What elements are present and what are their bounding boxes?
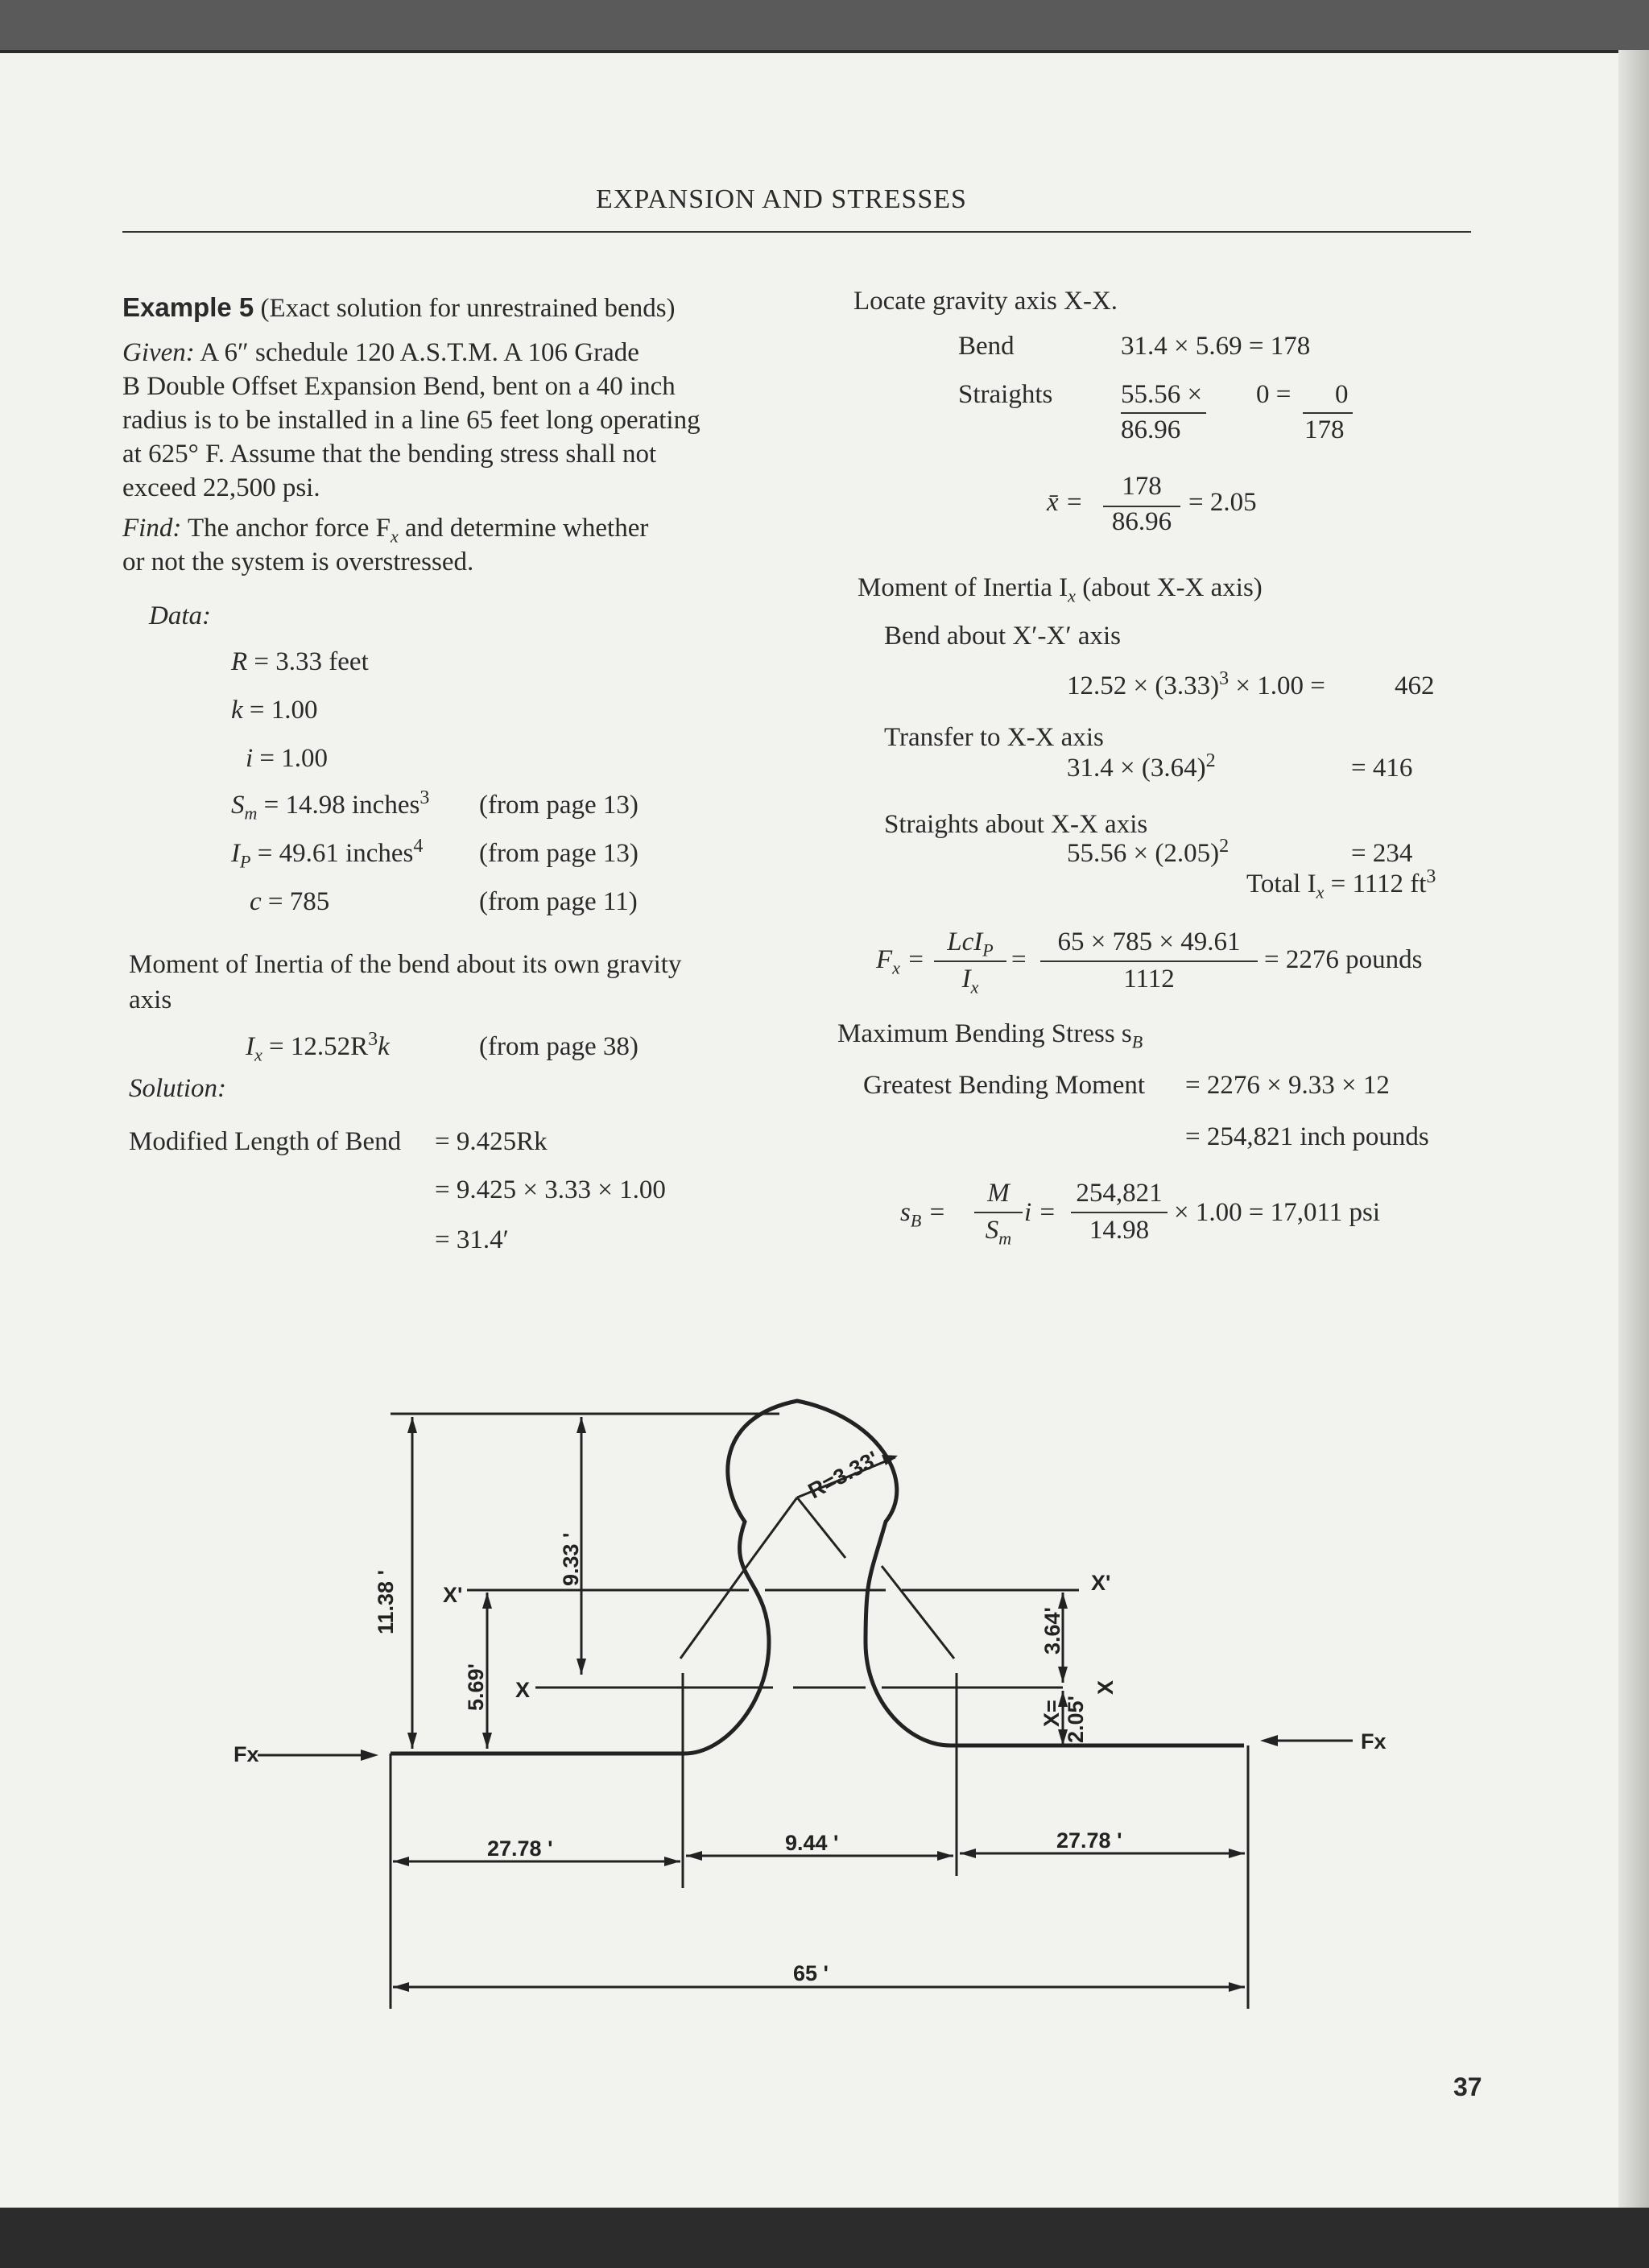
find-line-1: Find: The anchor force $F_x$ and determine whether [122, 514, 649, 547]
dim-5-69-label: 5.69' [464, 1663, 488, 1711]
moi-own-axis-line-2: axis [129, 985, 172, 1014]
sb-i: i = [1024, 1198, 1056, 1227]
arrowhead [482, 1733, 492, 1749]
radius-line-left [753, 1498, 797, 1558]
transfer-value: = 416 [1351, 754, 1413, 783]
fx-right-label: Fx [1361, 1729, 1387, 1754]
max-bending-stress: Maximum Bending Stress $s_B$ [837, 1019, 1143, 1052]
data-label: Data: [149, 601, 211, 630]
arrowhead [1229, 1982, 1245, 1992]
fx-numerator-1: LcI$_P$ [947, 927, 994, 960]
arrowhead [577, 1417, 586, 1433]
ix-ref: (from page 38) [479, 1032, 639, 1061]
dim-9-44-label: 9.44 ' [785, 1831, 839, 1855]
dim-9-33-label: 9.33 ' [559, 1532, 583, 1586]
moi-own-axis-line-1: Moment of Inertia of the bend about its own gravity [129, 950, 682, 979]
data-row-sm: $S_m = 14.98$ inches$^3$ [231, 787, 430, 824]
arrowhead [960, 1849, 976, 1858]
given-line-2: B Double Offset Expansion Bend, bent on a 40 inch [122, 372, 676, 401]
given-line-5: exceed 22,500 psi. [122, 473, 320, 502]
arrowhead [1058, 1593, 1068, 1609]
fx-denominator-2: 1112 [1123, 965, 1175, 994]
arrowhead [407, 1733, 417, 1749]
dim-3-64-label: 3.64' [1040, 1607, 1064, 1655]
data-row-k: k = 1.00 [231, 696, 318, 725]
arrowhead [407, 1417, 417, 1433]
straights-calc-a: 55.56 × [1121, 380, 1203, 409]
straights-calc-c: 0 [1335, 380, 1349, 409]
fx-numerator-2: 65 × 785 × 49.61 [1057, 927, 1241, 956]
x-left-label: X [515, 1678, 531, 1702]
radius-label: R=3.33' [804, 1446, 883, 1504]
xbar-denominator: 86.96 [1111, 507, 1172, 536]
modified-length-label: Modified Length of Bend [129, 1127, 402, 1156]
sb-numerator-2: 254,821 [1076, 1179, 1163, 1208]
straights-about-value: = 234 [1351, 839, 1413, 868]
bend-about-axis: Bend about X′-X′ axis [884, 622, 1121, 651]
fx-lhs: $F_x$ = [876, 945, 925, 978]
dim-2-05-label: 2.05' [1064, 1696, 1088, 1743]
modified-length-3: = 31.4′ [435, 1225, 509, 1254]
given-line-4: at 625° F. Assume that the bending stress shall not [122, 440, 657, 469]
sum-b: 178 [1304, 415, 1345, 444]
arrowhead [577, 1659, 586, 1675]
bend-center-line-left [680, 1558, 753, 1659]
arrowhead [361, 1750, 378, 1761]
greatest-bending-moment-2: = 254,821 inch pounds [1185, 1122, 1429, 1151]
x-bar-equals-label: X= [1039, 1700, 1064, 1727]
arrowhead [686, 1851, 702, 1861]
fx-denominator-1: $I_x$ [961, 965, 979, 998]
sum-a: 86.96 [1121, 415, 1181, 444]
total-ix: Total $I_x = 1112$ $ft^3$ [1246, 866, 1436, 903]
fx-equals: = [1011, 945, 1027, 974]
greatest-bending-moment-1: = 2276 × 9.33 × 12 [1185, 1071, 1390, 1100]
page-number: 37 [1453, 2072, 1482, 2101]
arrowhead [1229, 1849, 1245, 1858]
data-row-c-ref: (from page 11) [479, 887, 638, 916]
straights-about-calc: $55.56 \times (2.05)^2$ [1067, 836, 1230, 868]
arrowhead [393, 1857, 409, 1866]
fx-left-label: Fx [234, 1742, 259, 1766]
example-heading: Example 5 (Exact solution for unrestrained bends) [122, 292, 676, 323]
locate-gravity-axis: Locate gravity axis X-X. [853, 287, 1118, 316]
radius-line-right [797, 1498, 845, 1558]
data-row-i: i = 1.00 [246, 744, 329, 773]
arrowhead [937, 1851, 953, 1861]
bend-about-calc: $12.52 \times (3.33)^3 \times 1.00$ = [1067, 668, 1325, 700]
given-line-3: radius is to be installed in a line 65 feet long operating [122, 406, 701, 435]
fx-result: = 2276 pounds [1264, 945, 1423, 974]
arrowhead [664, 1857, 680, 1866]
dim-65-label: 65 ' [793, 1961, 829, 1985]
dim-27-78-right-label: 27.78 ' [1056, 1828, 1122, 1853]
running-header: EXPANSION AND STRESSES [596, 184, 967, 214]
bend-center-line-right [882, 1566, 954, 1659]
sb-numerator-1: M [987, 1179, 1010, 1208]
data-row-c: c = 785 [250, 887, 330, 916]
bend-label: Bend [958, 332, 1015, 361]
data-row-sm-ref: (from page 13) [479, 791, 639, 820]
x-prime-left-label: X' [443, 1583, 463, 1607]
dim-27-78-left-label: 27.78 ' [487, 1836, 553, 1861]
sb-result: × 1.00 = 17,011 psi [1174, 1198, 1381, 1227]
straights-about-label: Straights about X-X axis [884, 810, 1148, 839]
straights-calc-b: 0 = [1256, 380, 1292, 409]
xbar-result: = 2.05 [1188, 488, 1257, 517]
greatest-bending-moment-label: Greatest Bending Moment [863, 1071, 1146, 1100]
find-line-2: or not the system is overstressed. [122, 547, 474, 576]
modified-length-1: = 9.425Rk [435, 1127, 548, 1156]
transfer-label: Transfer to X-X axis [884, 723, 1104, 752]
xbar-numerator: 178 [1122, 472, 1162, 501]
arrowhead [1058, 1667, 1068, 1683]
ix-formula: $I_x = 12.52R^3k$ [246, 1029, 390, 1065]
dim-11-38-label: 11.38 ' [374, 1570, 398, 1634]
arrowhead [482, 1593, 492, 1609]
transfer-calc: $31.4 \times (3.64)^2$ [1067, 750, 1216, 783]
bend-calc: 31.4 × 5.69 = 178 [1121, 332, 1311, 361]
data-row-ip: $I_P = 49.61$ inches$^4$ [231, 836, 424, 872]
xbar-lhs: x̄ = [1047, 488, 1084, 517]
solution-label: Solution: [129, 1074, 226, 1103]
sb-denominator-2: 14.98 [1089, 1216, 1150, 1245]
arrowhead [1260, 1735, 1278, 1746]
data-row-ip-ref: (from page 13) [479, 839, 639, 868]
modified-length-2: = 9.425 × 3.33 × 1.00 [435, 1175, 666, 1204]
bend-about-value: 462 [1395, 671, 1435, 700]
x-right-label: X [1093, 1679, 1118, 1695]
sb-denominator-1: $S_m$ [985, 1216, 1012, 1249]
data-row-r: R = 3.33 feet [231, 647, 369, 676]
sb-lhs: $s_B$ = [900, 1198, 946, 1231]
straights-label: Straights [958, 380, 1053, 409]
given-line-1: Given: A 6″ schedule 120 A.S.T.M. A 106 Grade [122, 338, 639, 367]
moi-title: Moment of Inertia $I_x$ (about X-X axis) [858, 573, 1263, 606]
x-prime-right-label: X' [1091, 1571, 1111, 1595]
arrowhead [393, 1982, 409, 1992]
